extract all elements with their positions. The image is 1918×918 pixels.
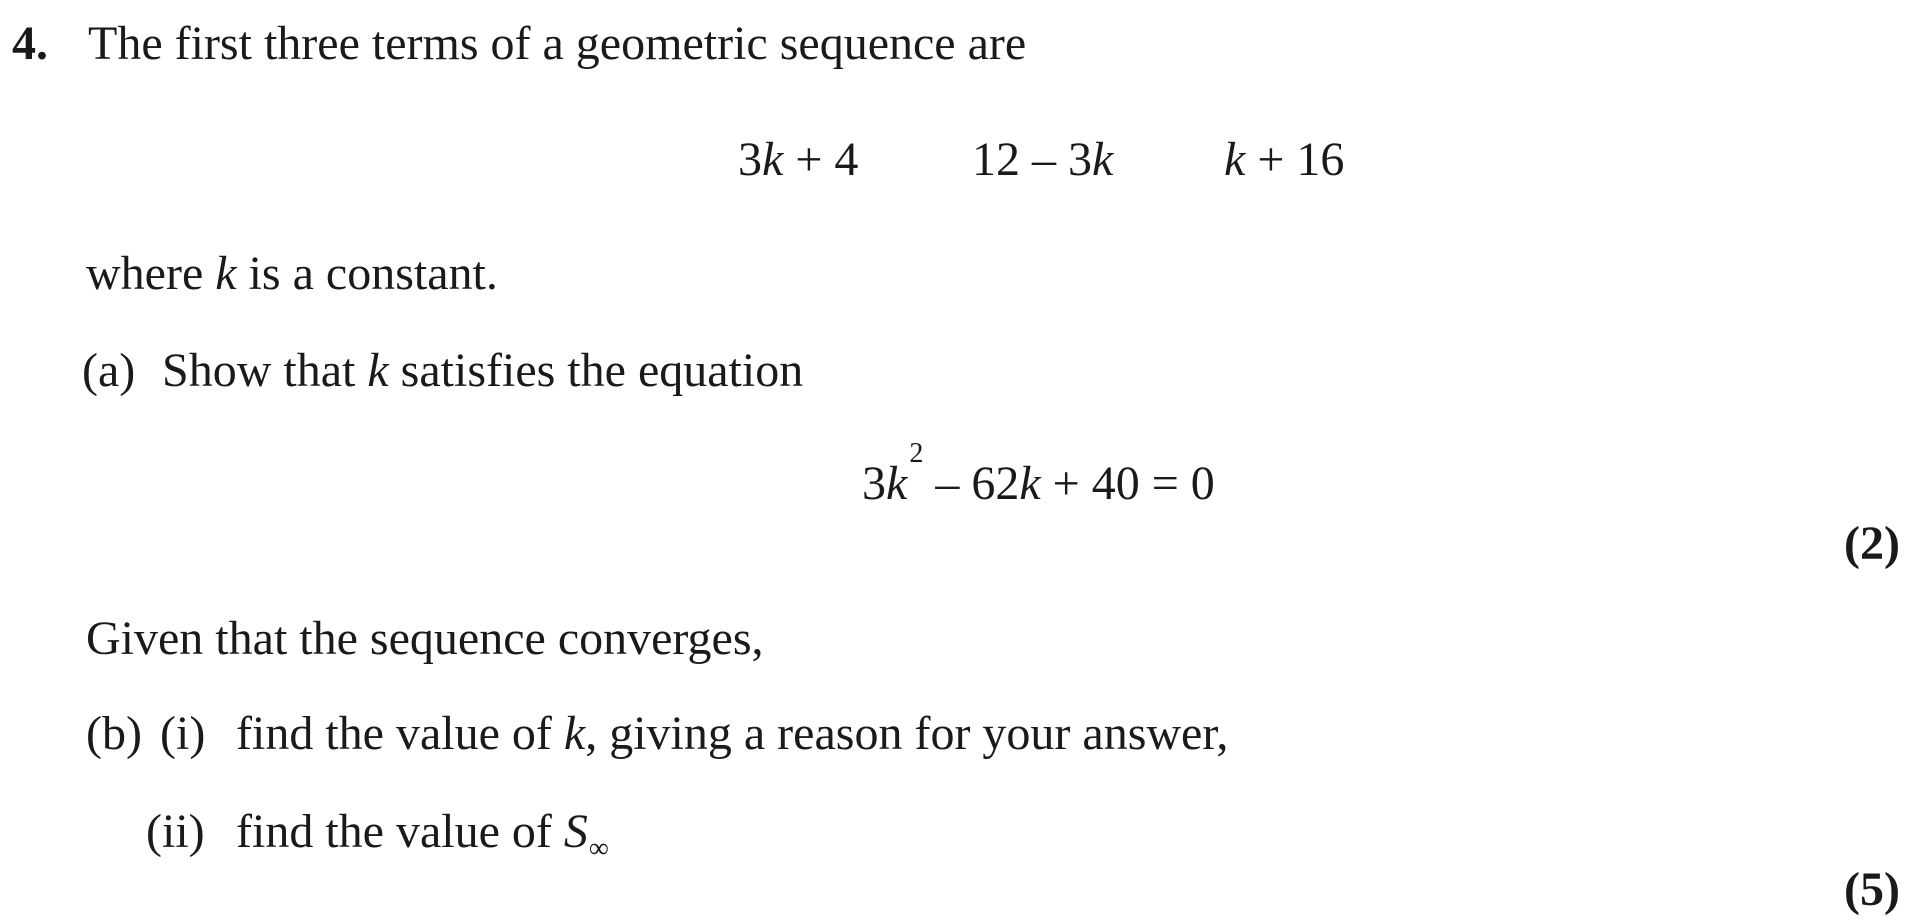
eq-var-1: k bbox=[886, 457, 908, 510]
part-b-ii-var: S bbox=[563, 805, 588, 858]
constant-note-var: k bbox=[215, 247, 237, 300]
question-number: 4. bbox=[12, 17, 48, 70]
constant-note-pre: where bbox=[86, 247, 216, 300]
term-1 bbox=[738, 133, 859, 186]
eq-coeff-1: 3 bbox=[862, 457, 886, 510]
part-b-i-text bbox=[236, 707, 1229, 760]
part-b-ii-text bbox=[236, 805, 609, 864]
infinity-subscript: ∞ bbox=[588, 833, 609, 864]
quadratic-equation bbox=[862, 438, 1215, 510]
eq-exponent: 2 bbox=[909, 438, 924, 469]
part-b-ii-label: (ii) bbox=[146, 805, 205, 858]
part-a-post: satisfies the equation bbox=[388, 344, 804, 397]
eq-end: + 40 = 0 bbox=[1040, 457, 1215, 510]
term-2-coeff: 12 – 3 bbox=[972, 133, 1092, 186]
part-b-ii-pre: find the value of bbox=[236, 805, 564, 858]
term-1-var: k bbox=[762, 133, 784, 186]
question-stem: The first three terms of a geometric sequence are bbox=[88, 17, 1027, 70]
term-2 bbox=[972, 133, 1114, 186]
part-b-label: (b) bbox=[86, 707, 142, 760]
part-a-pre: Show that bbox=[162, 344, 368, 397]
part-b-i-var: k bbox=[563, 707, 586, 760]
part-a-text bbox=[162, 344, 804, 397]
marks-part-b: (5) bbox=[1844, 863, 1900, 916]
part-a-label: (a) bbox=[82, 344, 136, 397]
part-b-i-label: (i) bbox=[160, 707, 206, 760]
given-statement: Given that the sequence converges, bbox=[86, 612, 764, 665]
term-1-coeff: 3 bbox=[738, 133, 762, 186]
term-3-rest: + 16 bbox=[1245, 133, 1345, 186]
marks-part-a: (2) bbox=[1844, 517, 1900, 570]
constant-note bbox=[86, 247, 498, 300]
part-b-i-pre: find the value of bbox=[236, 707, 564, 760]
eq-var-2: k bbox=[1019, 457, 1041, 510]
constant-note-post: is a constant. bbox=[236, 247, 498, 300]
part-b-i-post: , giving a reason for your answer, bbox=[585, 707, 1229, 760]
part-a-var: k bbox=[367, 344, 389, 397]
term-2-var: k bbox=[1092, 133, 1114, 186]
term-1-rest: + 4 bbox=[783, 133, 859, 186]
term-3 bbox=[1224, 133, 1345, 186]
term-3-var: k bbox=[1224, 133, 1246, 186]
eq-middle: – 62 bbox=[923, 457, 1020, 510]
